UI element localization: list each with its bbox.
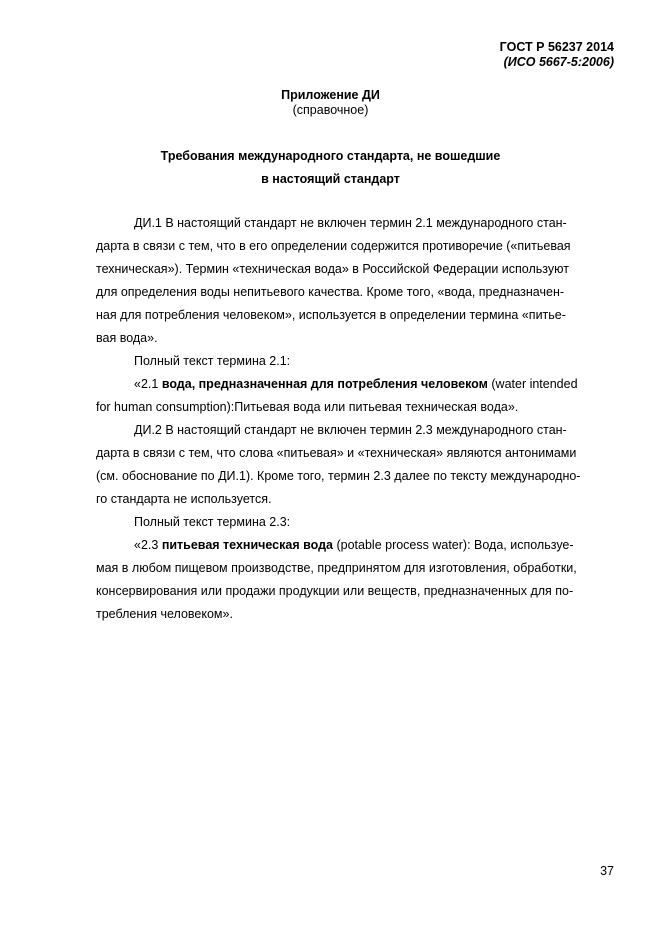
page-number: 37 — [600, 864, 614, 878]
text-line: требления человеком». — [96, 607, 233, 621]
text-line: ДИ.2 В настоящий стандарт не включен термин 2.3 международного стан- — [134, 423, 567, 437]
section-title-line1: Требования международного стандарта, не вошедшие — [160, 149, 501, 163]
term-line — [96, 534, 609, 557]
text-line: консервирования или продажи продукции или веществ, предназначенных для по- — [96, 584, 574, 598]
text-line: техническая»). Термин «техническая вода» в Российской Федерации используют — [96, 262, 569, 276]
text-line: Полный текст термина 2.1: — [134, 354, 291, 368]
text-line: ная для потребления человеком», используется в определении термина «питье- — [96, 308, 566, 322]
text-line: ДИ.1 В настоящий стандарт не включен термин 2.1 международного стан- — [134, 216, 567, 230]
text-line: (см. обоснование по ДИ.1). Кроме того, термин 2.3 далее по тексту международно- — [96, 469, 581, 483]
text-line: для определения воды непитьевого качества. Кроме того, «вода, предназначен- — [96, 285, 565, 299]
text-line: мая в любом пищевом производстве, предпринятом для изготовления, обработки, — [96, 561, 577, 575]
text-line: дарта в связи с тем, что слова «питьевая» и «техническая» являются антонимами — [96, 446, 577, 460]
text-line: вая вода». — [96, 331, 158, 345]
term-english: (water intended — [487, 377, 578, 391]
annex-title: Приложение ДИ — [281, 88, 380, 102]
text-line: for human consumption):Питьевая вода или питьевая техническая вода». — [96, 400, 519, 414]
document-header — [500, 40, 614, 70]
standard-number: ГОСТ Р 56237 2014 — [499, 40, 614, 54]
term-name: вода, предназначенная для потребления человеком — [161, 377, 488, 391]
term-name: питьевая техническая вода — [161, 538, 333, 552]
body-text — [96, 212, 609, 626]
text-line: го стандарта не используется. — [96, 492, 272, 506]
section-title-line2: в настоящий стандарт — [261, 172, 400, 186]
term-number: «2.3 — [134, 538, 162, 552]
iso-reference: (ИСО 5667-5:2006) — [503, 55, 614, 69]
annex-subtitle: (справочное) — [292, 103, 369, 117]
term-english: (potable process water): Вода, используе- — [333, 538, 574, 552]
text-line: Полный текст термина 2.3: — [134, 515, 291, 529]
text-line: дарта в связи с тем, что в его определении содержится противоречие («питьевая — [96, 239, 571, 253]
term-number: «2.1 — [134, 377, 162, 391]
term-line — [96, 373, 609, 396]
